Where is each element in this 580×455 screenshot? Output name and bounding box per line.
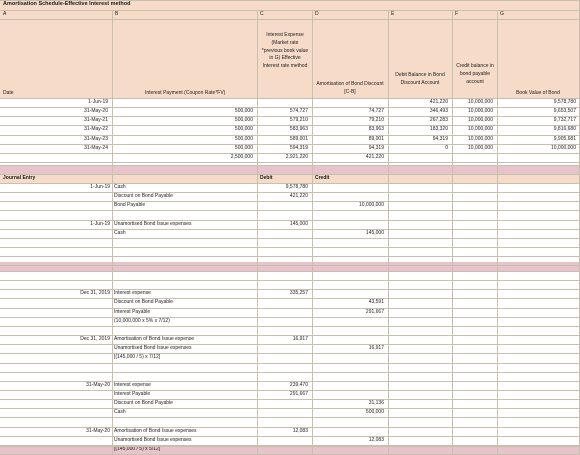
schedule-cell: 10,000,000 <box>467 108 493 115</box>
sheet-title: Amortisation Schedule-Effective Interest method <box>3 1 131 7</box>
schedule-cell: 31-May-23 <box>84 135 108 142</box>
journal-date: 31-May-20 <box>86 381 110 388</box>
grid-row-line <box>0 408 580 409</box>
schedule-cell: 9,905,681 <box>553 135 576 142</box>
schedule-cell: 500,000 <box>234 144 253 151</box>
journal-account: [(145,000 / 5) x 5/12] <box>114 445 161 452</box>
grid-row-line <box>0 446 580 447</box>
grid-row-line <box>0 162 580 163</box>
grid-row-line <box>0 107 580 108</box>
schedule-cell: 579,210 <box>289 117 308 124</box>
journal-date: 1-Jun-19 <box>90 184 110 190</box>
grid-row-line <box>0 265 580 266</box>
journal-account: Amortisation of Bond Issue expenses <box>114 427 197 434</box>
schedule-cell: 574,727 <box>289 108 308 115</box>
grid-row-line <box>0 247 580 248</box>
journal-header-band <box>0 174 580 183</box>
journal-debit: 9,578,780 <box>285 184 308 190</box>
journal-account: Cash <box>114 184 126 190</box>
schedule-cell: 31-May-24 <box>84 144 108 151</box>
separator-band-1 <box>0 165 580 174</box>
grid-row-line <box>0 344 580 345</box>
schedule-cell: 10,000,000 <box>467 117 493 124</box>
schedule-cell: 89,001 <box>368 135 384 142</box>
grid-row-line <box>0 399 580 400</box>
schedule-cell: 2,921,220 <box>285 153 308 160</box>
schedule-cell: 83,963 <box>368 126 384 133</box>
grid-row-line <box>0 229 580 230</box>
journal-account: Discount on Bond Payable <box>114 193 173 200</box>
grid-column-line <box>497 10 498 455</box>
schedule-cell: 589,001 <box>289 135 308 142</box>
grid-row-line <box>0 238 580 239</box>
grid-row-line <box>0 280 580 281</box>
column-letter-band <box>0 10 580 19</box>
journal-account: Cash <box>114 229 126 236</box>
grid-row-line <box>0 0 580 1</box>
grid-row-line <box>0 317 580 318</box>
grid-row-line <box>0 116 580 117</box>
schedule-cell: 500,000 <box>234 135 253 142</box>
journal-credit: 31,136 <box>368 400 384 407</box>
grid-column-line <box>312 10 313 455</box>
journal-date: Dec 31, 2019 <box>80 290 110 297</box>
grid-column-line <box>257 10 258 455</box>
column-letter-a: A <box>3 11 7 17</box>
schedule-cell: 94,319 <box>432 135 448 142</box>
grid-row-line <box>0 98 580 99</box>
schedule-cell: 421,220 <box>365 153 384 160</box>
journal-credit: 500,000 <box>365 409 384 416</box>
journal-account: Interest expense <box>114 381 151 388</box>
schedule-cell: 94,319 <box>368 144 384 151</box>
grid-row-line <box>0 256 580 257</box>
journal-account: [(145,000 / 5) x 7/12] <box>114 354 161 361</box>
header-credit-balance: Credit balance in bond payable account <box>456 63 494 85</box>
journal-debit: 12,083 <box>292 427 308 434</box>
journal-credit: 10,000,000 <box>358 202 384 209</box>
journal-account: Unamortised Bond Issue expenses <box>114 436 192 443</box>
schedule-cell: 10,000,000 <box>467 126 493 133</box>
schedule-cell: 10,000,000 <box>467 135 493 142</box>
grid-row-line <box>0 289 580 290</box>
grid-row-line <box>0 417 580 418</box>
journal-account: Interest Payable <box>114 390 151 397</box>
grid-row-line <box>0 153 580 154</box>
schedule-cell: 583,963 <box>289 126 308 133</box>
grid-row-line <box>0 436 580 437</box>
grid-column-line <box>112 10 113 455</box>
schedule-cell: 9,578,780 <box>553 99 576 105</box>
header-date: Date <box>3 90 14 96</box>
schedule-cell: 500,000 <box>234 108 253 115</box>
grid-row-line <box>0 298 580 299</box>
grid-row-line <box>0 220 580 221</box>
separator-band-2 <box>0 262 580 271</box>
grid-row-line <box>0 335 580 336</box>
grid-row-line <box>0 19 580 20</box>
schedule-cell: 9,653,507 <box>553 108 576 115</box>
column-letter-c: C <box>260 11 264 17</box>
schedule-cell: 9,732,717 <box>553 117 576 124</box>
grid-row-line <box>0 125 580 126</box>
journal-date: 1-Jun-19 <box>90 220 110 227</box>
schedule-cell: 1-Jun-19 <box>88 99 108 105</box>
schedule-cell: 421,220 <box>429 99 448 105</box>
schedule-cell: 267,283 <box>429 117 448 124</box>
header-amortisation: Amortisation of Bond Discount [C-B] <box>316 81 384 95</box>
grid-row-line <box>0 183 580 184</box>
header-interest-expense: Interest Expense (Market rate *previous book value in G) Effective Interest rate method <box>261 32 309 69</box>
journal-credit: 12,083 <box>368 436 384 443</box>
schedule-cell: 79,210 <box>368 117 384 124</box>
journal-account: Discount on Bond Payable <box>114 400 173 407</box>
journal-account: Amortisation of Bond Issue expense <box>114 336 195 343</box>
schedule-cell: 31-May-22 <box>84 126 108 133</box>
schedule-cell: 2,500,000 <box>230 153 253 160</box>
schedule-cell: 594,319 <box>289 144 308 151</box>
journal-account: (10,000,000 x 5% x 7/12) <box>114 317 170 324</box>
journal-debit-header: Debit <box>260 175 273 181</box>
journal-credit: 43,591 <box>368 299 384 306</box>
journal-debit: 16,917 <box>292 336 308 343</box>
column-letter-d: D <box>315 11 319 17</box>
journal-account: Unamortised Bond Issue expenses <box>114 345 192 352</box>
schedule-cell: 346,493 <box>429 108 448 115</box>
journal-account: Interest Payable <box>114 308 151 315</box>
journal-debit: 145,000 <box>289 220 308 227</box>
journal-credit: 291,667 <box>365 308 384 315</box>
grid-row-line <box>0 381 580 382</box>
grid-row-line <box>0 135 580 136</box>
header-book-value: Book Value of Bond <box>516 90 560 96</box>
journal-account: Discount on Bond Payable <box>114 299 173 306</box>
journal-debit: 291,667 <box>289 390 308 397</box>
journal-credit: 16,917 <box>368 345 384 352</box>
grid-row-line <box>0 174 580 175</box>
schedule-cell: 500,000 <box>234 117 253 124</box>
header-interest-payment: Interest Payment (Coupon Rate*FV) <box>145 90 226 96</box>
journal-date: Dec 31, 2019 <box>80 336 110 343</box>
journal-date: 31-May-20 <box>86 427 110 434</box>
column-letter-g: G <box>500 11 504 17</box>
column-letter-b: B <box>115 11 119 17</box>
column-letter-e: E <box>391 11 395 17</box>
journal-account: Cash <box>114 409 126 416</box>
grid-row-line <box>0 165 580 166</box>
grid-column-line <box>452 10 453 455</box>
schedule-cell: 10,000,000 <box>467 99 493 105</box>
schedule-cell: 74,727 <box>368 108 384 115</box>
grid-row-line <box>0 271 580 272</box>
grid-row-line <box>0 326 580 327</box>
grid-row-line <box>0 353 580 354</box>
journal-debit: 239,470 <box>289 381 308 388</box>
schedule-cell: 500,000 <box>234 126 253 133</box>
grid-row-line <box>0 308 580 309</box>
journal-debit: 421,220 <box>289 193 308 200</box>
schedule-cell: 31-May-21 <box>84 117 108 124</box>
grid-row-line <box>0 363 580 364</box>
journal-debit: 335,257 <box>289 290 308 297</box>
grid-row-line <box>0 144 580 145</box>
grid-row-line <box>0 192 580 193</box>
journal-title: Journal Entry <box>3 175 36 181</box>
grid-row-line <box>0 390 580 391</box>
schedule-cell: 9,816,680 <box>553 126 576 133</box>
column-letter-f: F <box>455 11 459 17</box>
grid-column-line <box>388 10 389 455</box>
grid-row-line <box>0 201 580 202</box>
grid-row-line <box>0 210 580 211</box>
schedule-cell: 31-May-20 <box>84 108 108 115</box>
grid-row-line <box>0 427 580 428</box>
grid-row-line <box>0 372 580 373</box>
schedule-cell: 10,000,000 <box>550 144 576 151</box>
journal-account: Interest expense <box>114 290 151 297</box>
journal-account: Bond Payable <box>114 202 146 209</box>
schedule-cell: 183,320 <box>429 126 448 133</box>
schedule-cell: 0 <box>445 144 448 151</box>
grid-row-line <box>0 10 580 11</box>
schedule-cell: 10,000,000 <box>467 144 493 151</box>
journal-credit: 145,000 <box>365 229 384 236</box>
journal-credit-header: Credit <box>315 175 330 181</box>
header-debit-balance: Debit Balance in Bond Discount Account <box>395 72 445 86</box>
journal-account: Unamortised Bond Issue expenses <box>114 220 192 227</box>
